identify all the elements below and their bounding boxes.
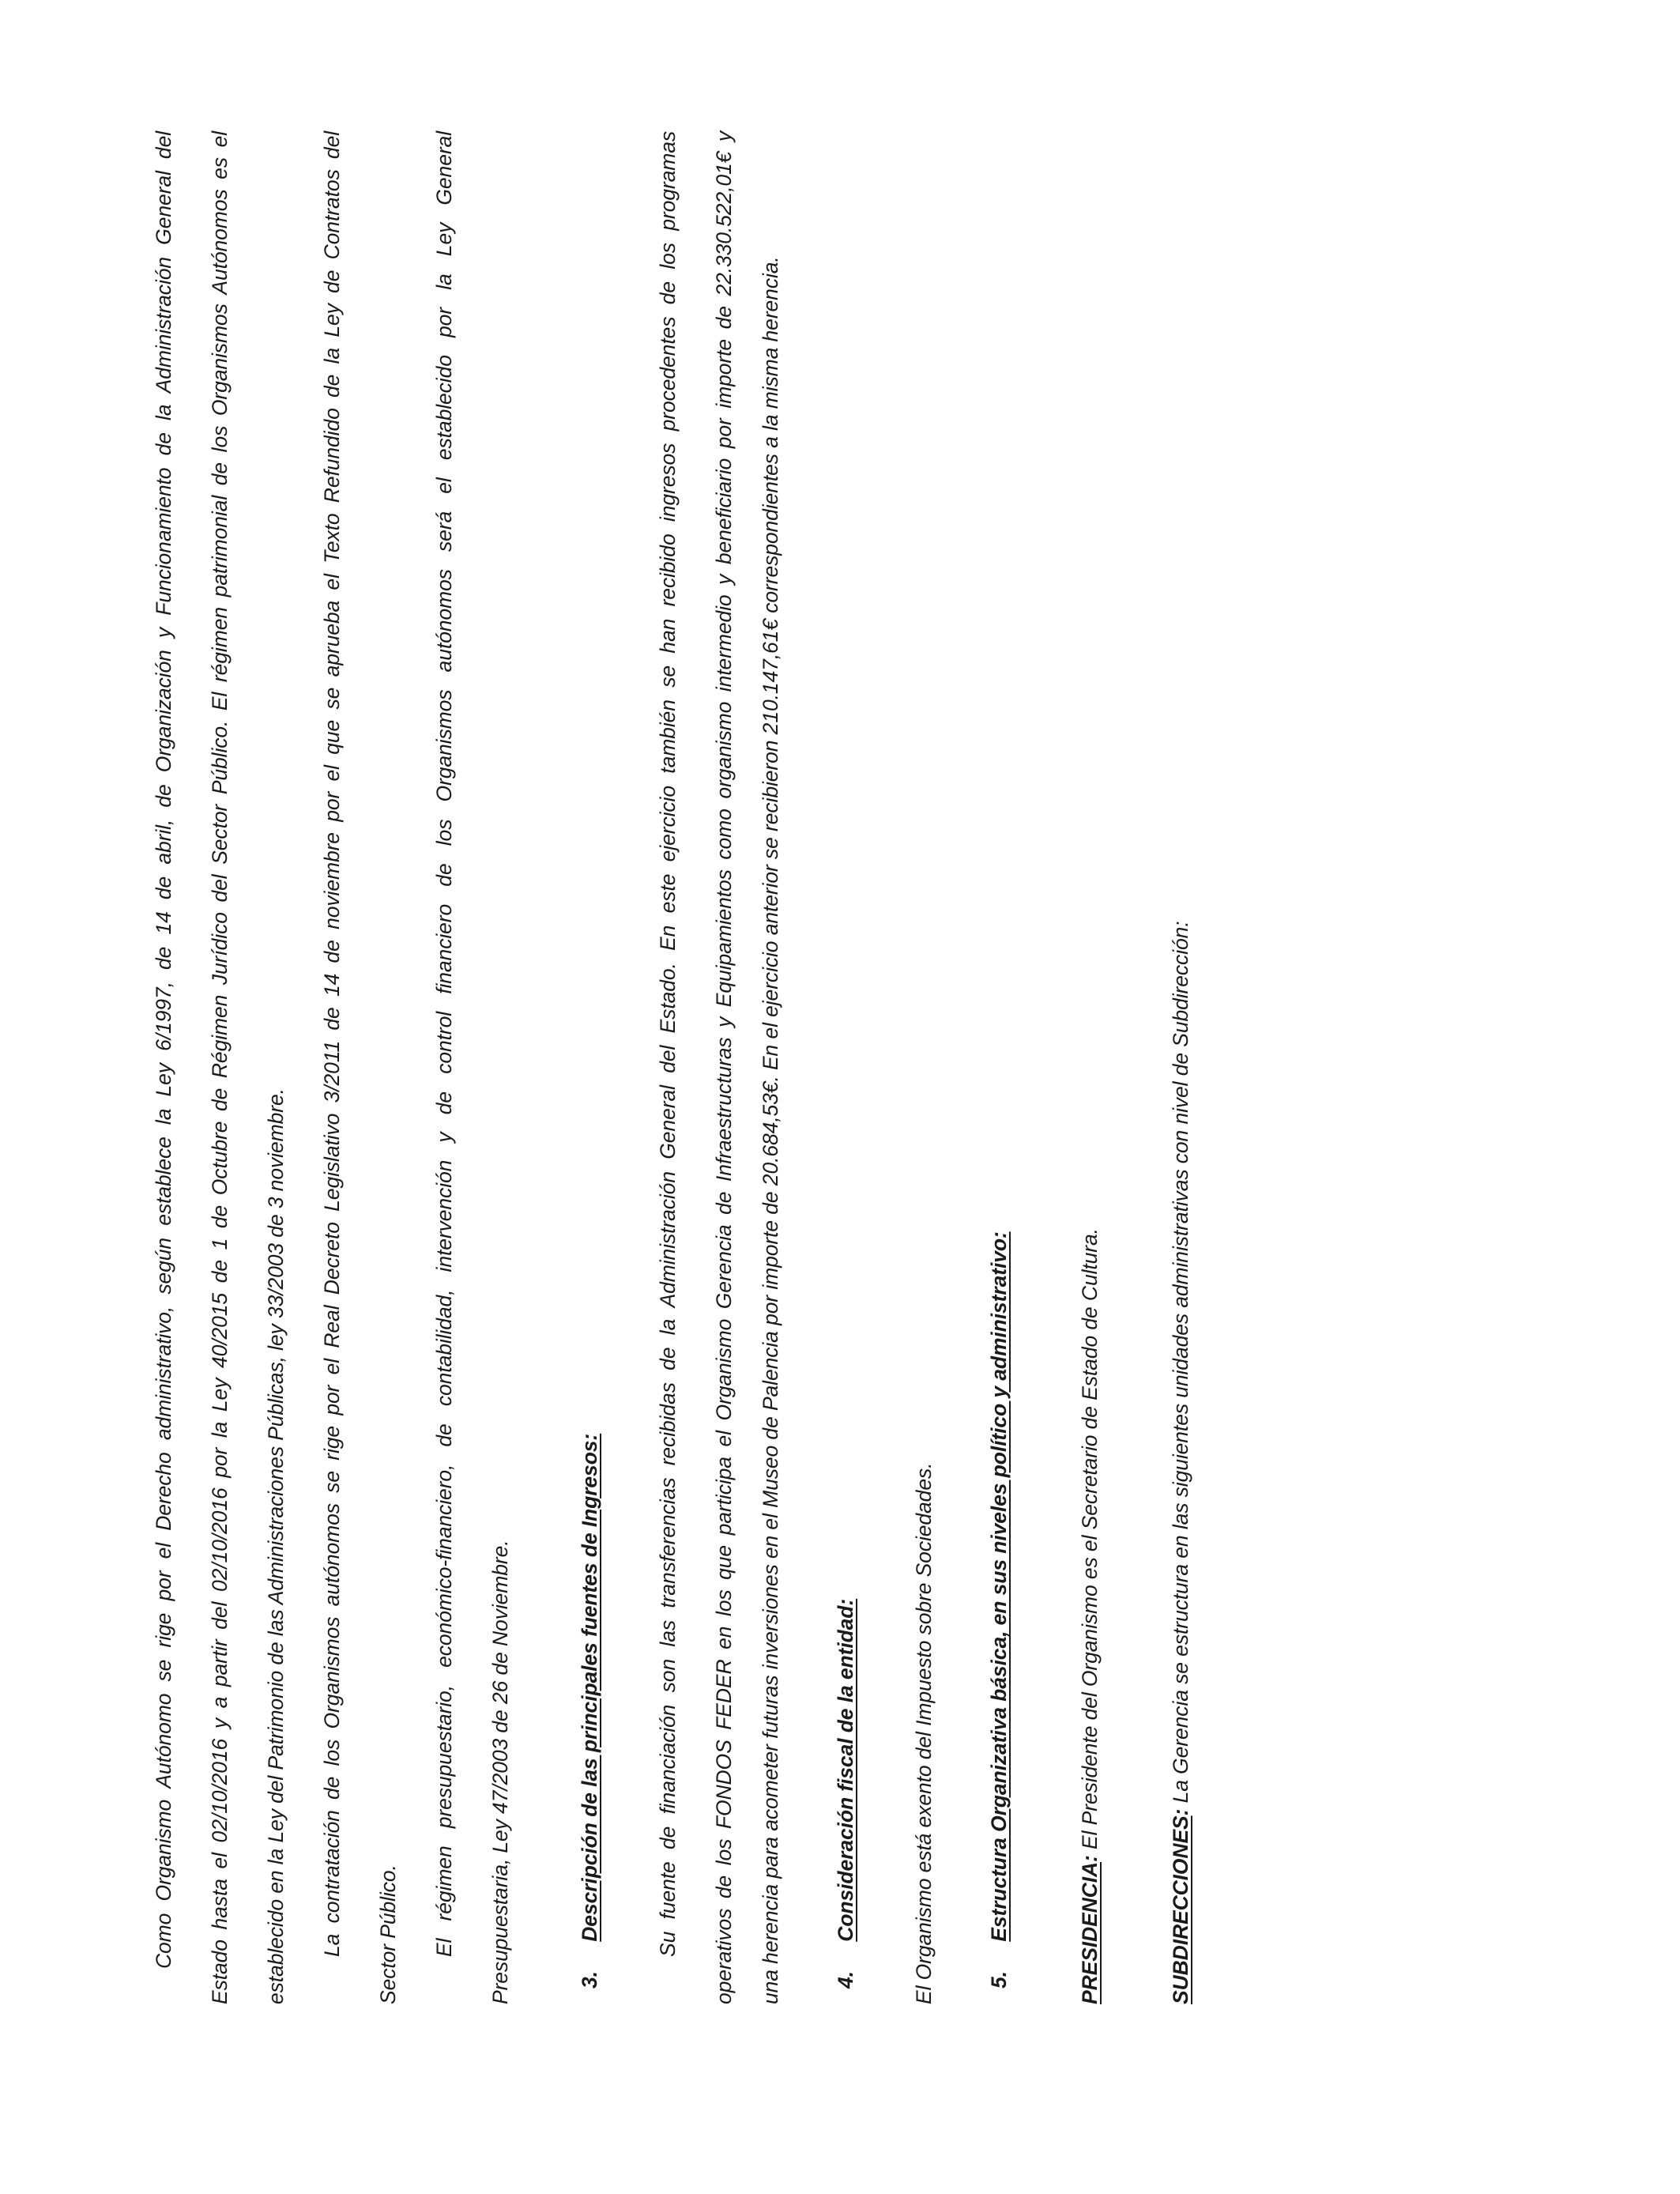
paragraph-line: Como Organismo Autónomo se rige por el Derecho administrativo, según establece la Ley 6/1997, de 14 de abril, de Organización y Funcionamiento de la Administración General del: [152, 131, 175, 1969]
presidencia-line: [1078, 131, 1102, 2004]
presidencia-label: PRESIDENCIA: [1078, 1861, 1102, 2004]
document-body: [152, 131, 1193, 2004]
presidencia-colon: :: [1078, 1855, 1102, 1862]
paragraph-line: El régimen presupuestario, económico-financiero, de contabilidad, intervención y de control financiero de los Organismos autónomos será el establecido por la Ley General: [432, 131, 456, 1957]
paragraph-line: Sector Público.: [376, 1864, 400, 2004]
subdirecciones-colon: :: [1169, 1808, 1192, 1816]
paragraph-line: Presupuestaria, Ley 47/2003 de 26 de Noviembre.: [488, 1540, 512, 2004]
presidencia-text: El Presidente del Organismo es el Secretario de Estado de Cultura.: [1078, 1228, 1102, 1856]
subdirecciones-line: [1169, 131, 1193, 2004]
paragraph-line: una herencia para acometer futuras inversiones en el Museo de Palencia por importe de 20.684,53€. En el ejercicio anterior se recibieron 210.147,61€ correspondientes a la misma herencia.: [759, 256, 782, 2004]
paragraph-line: El Organismo está exento del Impuesto sobre Sociedades.: [912, 1462, 936, 2004]
paragraph-line: Su fuente de financiación son las transferencias recibidas de la Administración General del Estado. En este ejercicio también se han recibido ingresos procedentes de los programas: [656, 131, 680, 1957]
section-heading: [578, 131, 602, 2004]
paragraph-line: La contratación de los Organismos autónomos se rige por el Real Decreto Legislativo 3/2011 de 14 de noviembre por el que se aprueba el Texto Refundido de la Ley de Contratos del: [320, 131, 344, 1957]
section-heading: [834, 131, 858, 2004]
paragraph-line: Estado hasta el 02/10/2016 y a partir del 02/10/2016 por la Ley 40/2015 de 1 de Octubre de Régimen Jurídico del Sector Público. El régimen patrimonial de los Organismos Autónomos es el: [208, 131, 232, 2004]
paragraph-line: operativos de los FONDOS FEDER en los que participa el Organismo Gerencia de Infraestructuras y Equipamientos como organismo intermedio y beneficiario por importe de 22.330.522,01€ y: [712, 131, 736, 2004]
subdirecciones-text: La Gerencia se estructura en las siguientes unidades administrativas con nivel de Subdirección:: [1169, 921, 1192, 1809]
section-title-part: Estructura Organizativa básica: [987, 1636, 1011, 1942]
section-number: 3.: [578, 1971, 601, 1989]
section-title: Consideración fiscal de la entidad:: [834, 1598, 857, 1942]
section-title: [987, 1231, 1011, 1941]
subdirecciones-label: SUBDIRECCIONES: [1169, 1815, 1192, 2004]
section-number: 5.: [987, 1971, 1011, 1989]
section-title: Descripción de las principales fuentes de Ingresos:: [578, 1433, 601, 1942]
section-heading: [987, 131, 1011, 2004]
section-title-part: , en sus niveles político y administrativo:: [987, 1231, 1011, 1637]
section-number: 4.: [834, 1971, 857, 1989]
paragraph-line: establecido en la Ley del Patrimonio de las Administraciones Públicas, ley 33/2003 de 3 noviembre.: [264, 1088, 288, 2004]
